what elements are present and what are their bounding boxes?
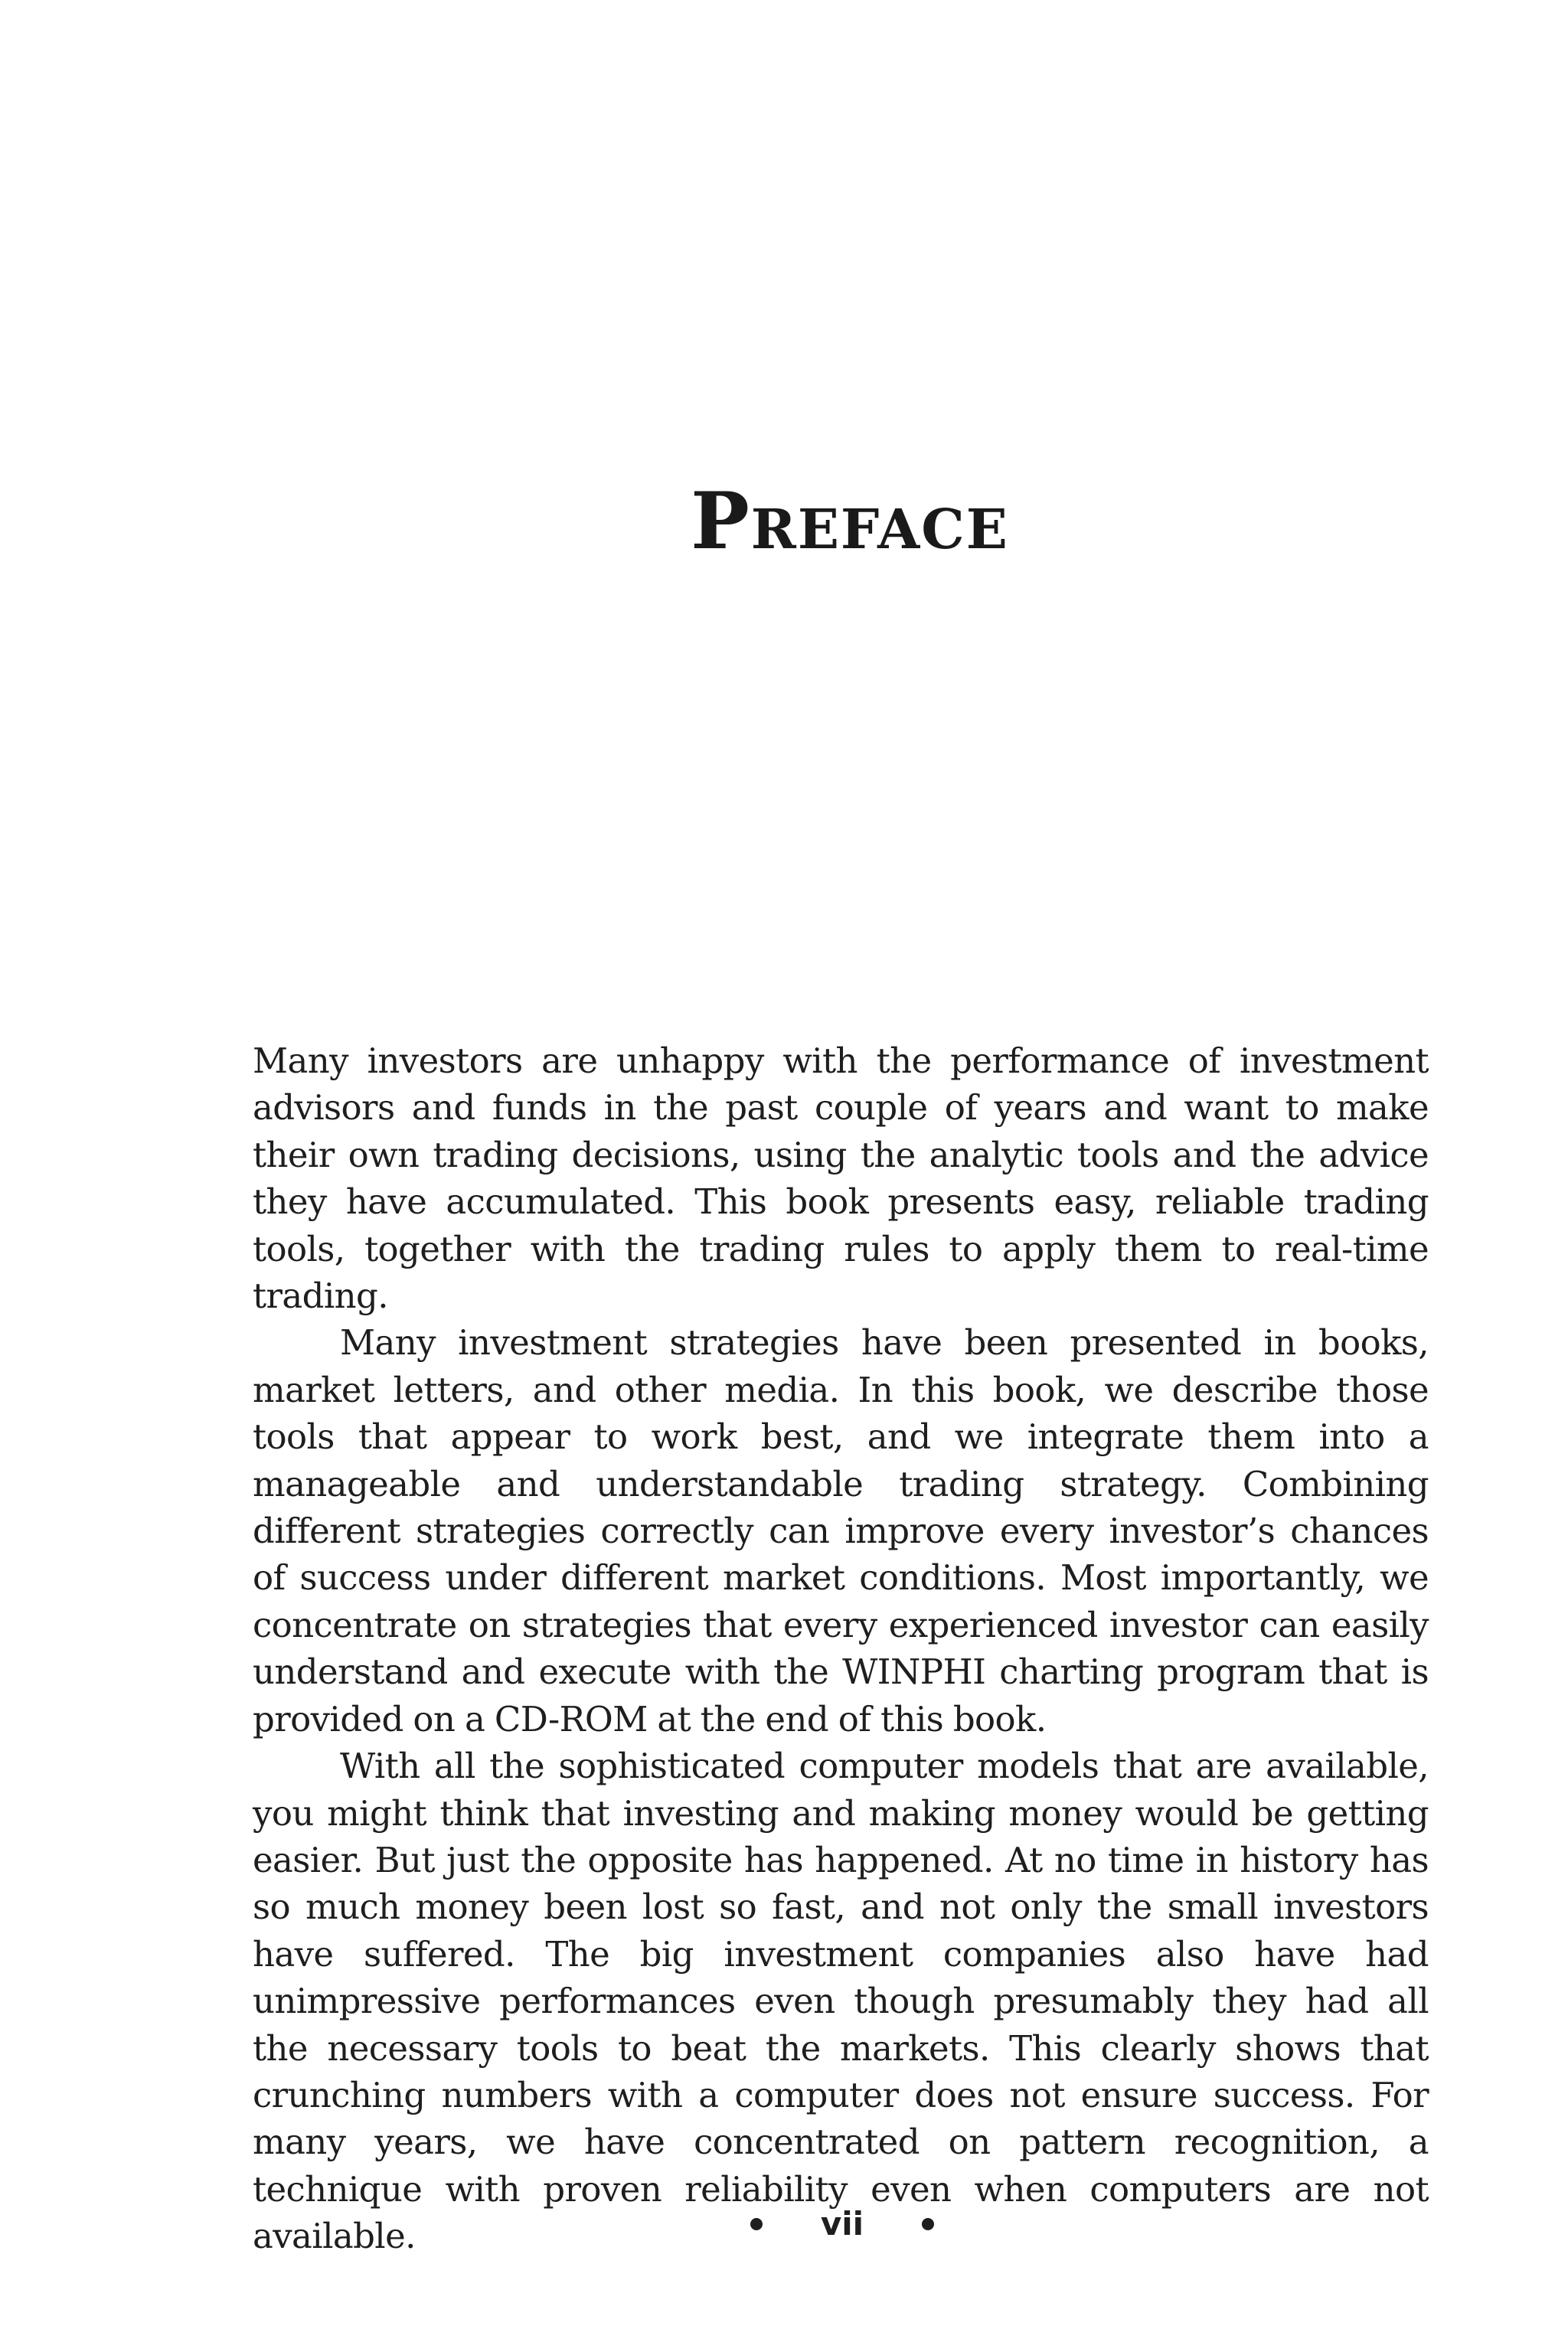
page-number: vii — [820, 2205, 864, 2243]
page-title: Preface — [691, 475, 1009, 567]
body-text — [253, 1037, 1429, 2260]
bullet-left-icon — [750, 2218, 763, 2230]
paragraph-3: With all the sophisticated computer models that are available, you might think that investing and making money would be getting easier. But just the opposite has happened. At no time in history has so much money been lost so fast, and not only the small investors have suffered. The big investment companies also have had unimpressive performances even though presumably they had all the necessary tools to beat the markets. This clearly shows that crunching numbers with a computer does not ensure success. For many years, we have concentrated on pattern recognition, a technique with proven reliability even when computers are not available. — [253, 1746, 1429, 2257]
paragraph-2: Many investment strategies have been presented in books, market letters, and other media. In this book, we describe those tools that appear to work best, and we integrate them into a manageable and understandable trading strategy. Combining different strategies correctly can improve every investor’s chances of success under different market conditions. Most importantly, we concentrate on strategies that every experienced investor can easily understand and execute with the WINPHI charting program that is provided on a CD-ROM at the end of this book. — [253, 1322, 1429, 1740]
paragraph-1: Many investors are unhappy with the performance of investment advisors and funds in the past couple of years and want to make their own trading decisions, using the analytic tools and the advice they have accumulated. This book presents easy, reliable trading tools, together with the trading rules to apply them to real-time trading. — [253, 1040, 1429, 1317]
page-footer — [750, 2205, 934, 2243]
bullet-right-icon — [922, 2218, 934, 2230]
